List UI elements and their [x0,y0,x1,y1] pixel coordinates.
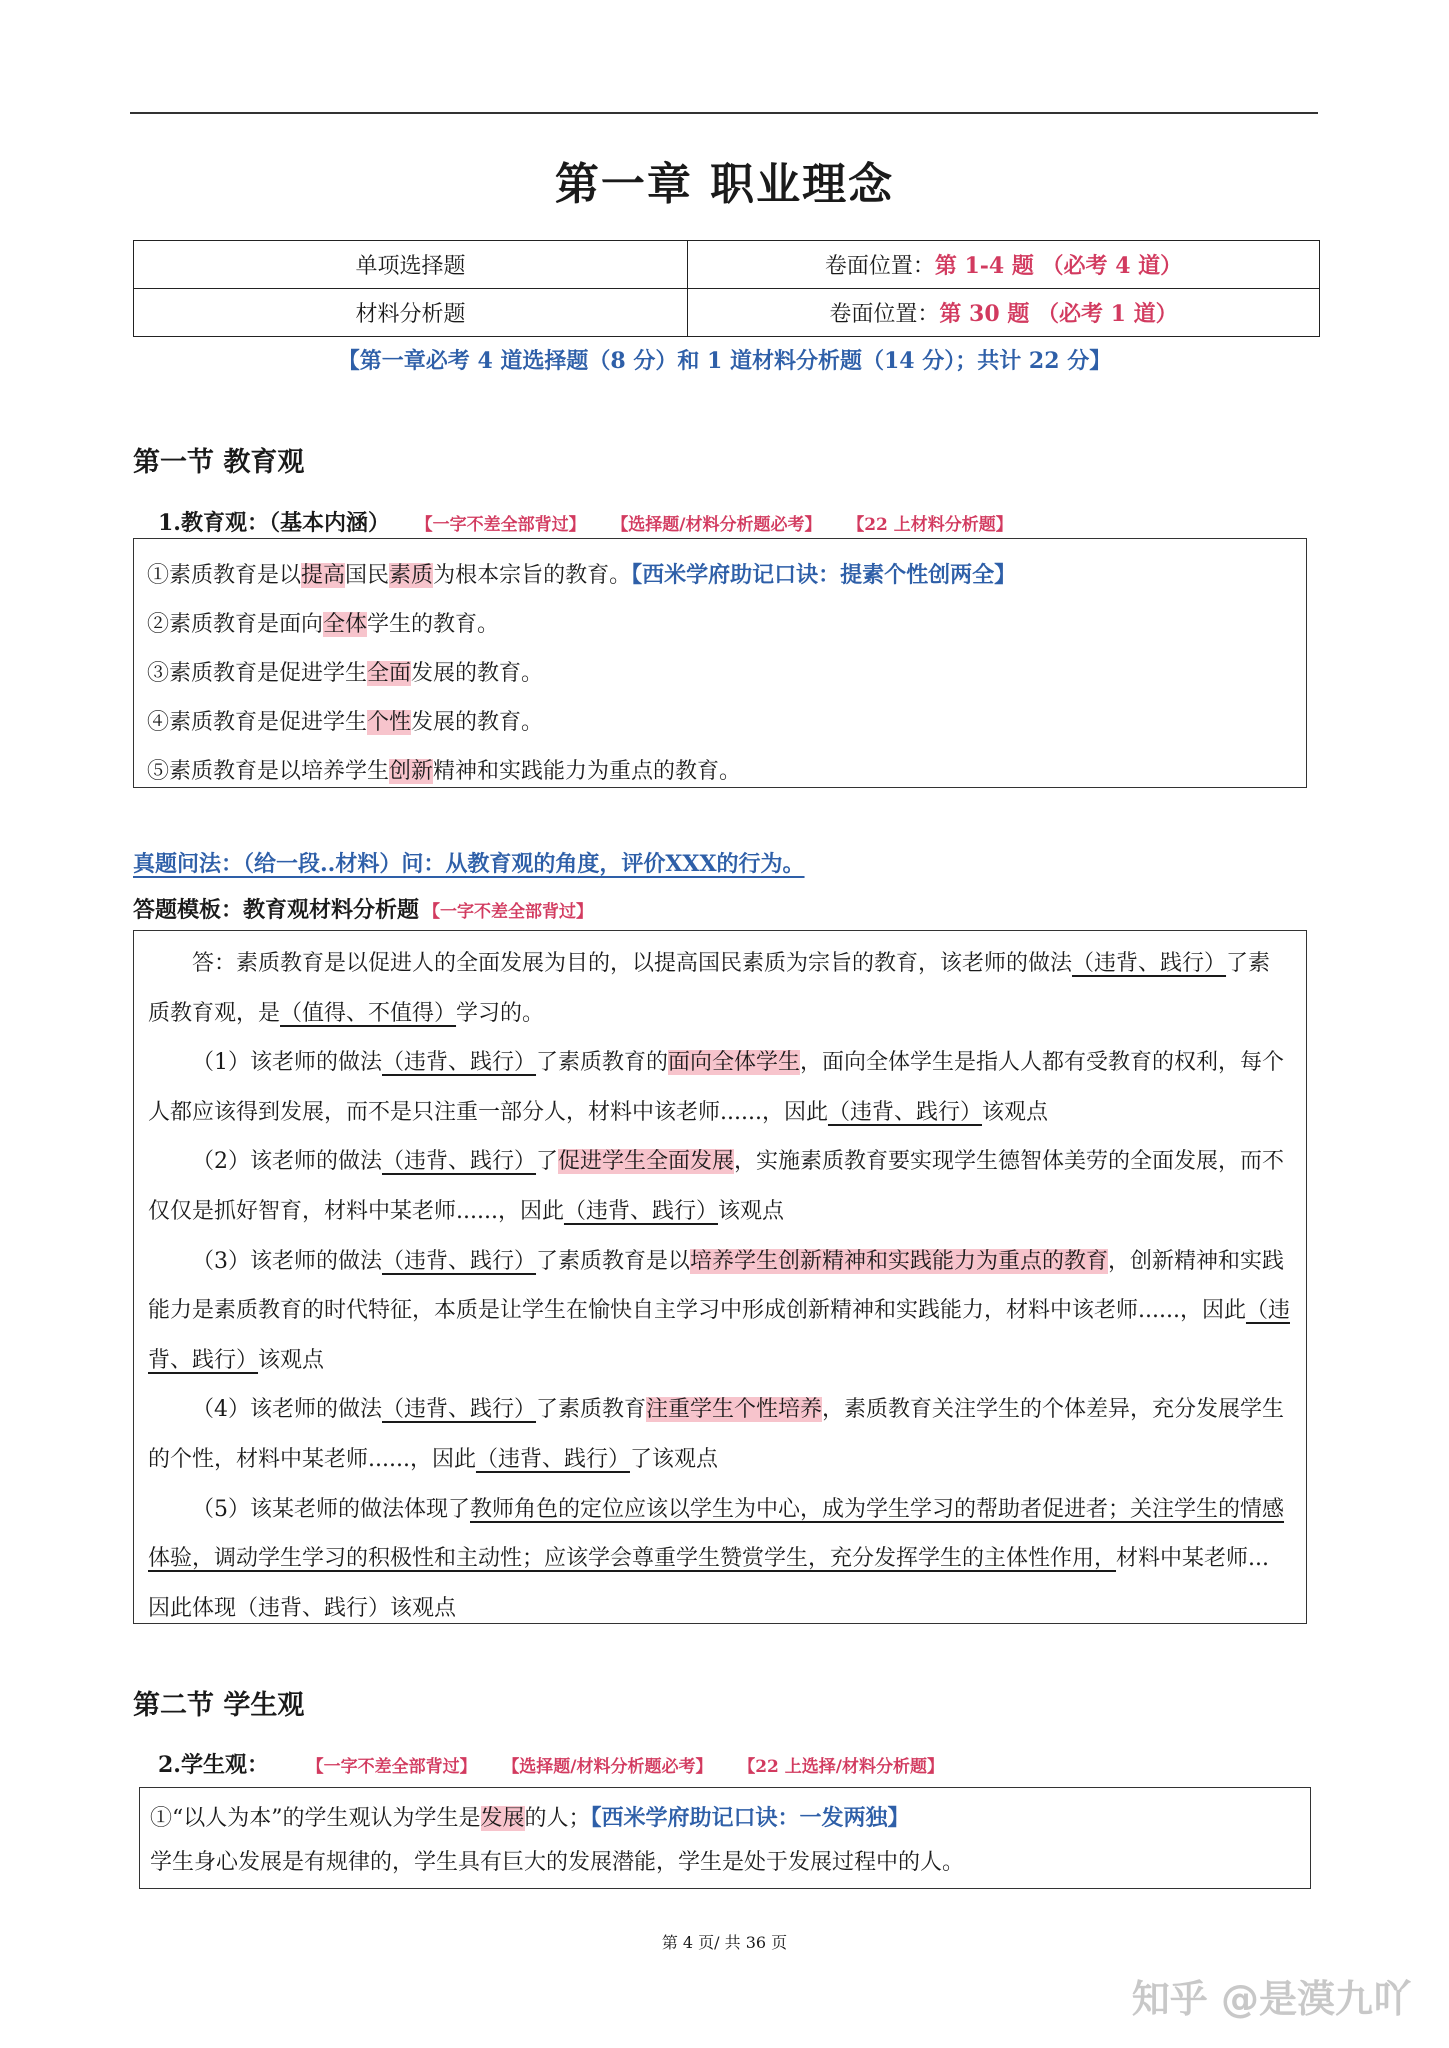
position-value: 第 1-4 题 （必考 4 道） [934,253,1183,279]
mnemonic-note: 【西米学府助记口诀：一发两独】 [590,1805,910,1831]
tag-badge: 【选择题/材料分析题必考】 [611,515,822,535]
template-heading [133,893,593,924]
page-number: 第 4 页/ 共 36 页 [661,1933,788,1952]
tag-badge: 【一字不差全部背过】 [415,515,586,535]
list-item: ②素质教育是面向全体学生的教育。 [147,612,500,637]
answer-template-box [133,930,1307,1624]
tag-badge: 【选择题/材料分析题必考】 [502,1757,713,1777]
question-prompt: 真题问法：（给一段..材料）问：从教育观的角度，评价XXX的行为。 [133,851,805,877]
answer-paragraph: （4）该老师的做法（违背、践行）了素质教育注重学生个性培养，素质教育关注学生的个体差异，充分发展学生的个性，材料中某老师......，因此（违背、践行）了该观点 [148,1397,1285,1472]
list-item: 学生身心发展是有规律的，学生具有巨大的发展潜能，学生是处于发展过程中的人。 [150,1850,965,1875]
tag-badge: 【22 上选择/材料分析题】 [738,1757,944,1777]
list-item: ③素质教育是促进学生全面发展的教育。 [147,661,544,686]
position-cell [688,289,1320,337]
question-type-cell: 材料分析题 [134,289,688,337]
template-label: 答题模板：教育观材料分析题 [133,897,420,923]
score-summary: 【第一章必考 4 道选择题（8 分）和 1 道材料分析题（14 分）；共计 22 分】 [337,348,1112,374]
watermark: 知乎 @是漠九吖 [1131,1977,1411,2021]
position-value: 第 30 题 （必考 1 道） [939,301,1178,327]
question-type-cell: 单项选择题 [134,241,688,289]
position-label: 卷面位置： [824,254,935,279]
answer-paragraph: （2）该老师的做法（违背、践行）了促进学生全面发展，实施素质教育要实现学生德智体美劳的全面发展，而不仅仅是抓好智育，材料中某老师......，因此（违背、践行）该观点 [148,1149,1285,1224]
answer-paragraph: （1）该老师的做法（违背、践行）了素质教育的面向全体学生，面向全体学生是指人人都有受教育的权利，每个人都应该得到发展，而不是只注重一部分人，材料中该老师......，因此（违背、践行）该观点 [148,1050,1285,1125]
student-view-box [139,1787,1311,1889]
subsection-heading-1 [158,506,1013,537]
table-row [134,289,1320,337]
list-item: ⑤素质教育是以培养学生创新精神和实践能力为重点的教育。 [147,759,742,784]
answer-paragraph: 答：素质教育是以促进人的全面发展为目的，以提高国民素质为宗旨的教育，该老师的做法（违背、践行）了素质教育观，是（值得、不值得）学习的。 [148,951,1271,1026]
table-row [134,241,1320,289]
list-item: ①“以人为本”的学生观认为学生是发展的人；【西米学府助记口诀：一发两独】 [150,1805,910,1831]
answer-paragraph: （5）该某老师的做法体现了教师角色的定位应该以学生为中心，成为学生学习的帮助者促进者；关注学生的情感体验，调动学生学习的积极性和主动性；应该学会尊重学生赞赏学生，充分发挥学生的主体性作用，材料中某老师...因此体现（违背、践行）该观点 [148,1496,1285,1621]
header-rule [130,112,1318,114]
subsection-heading-2 [158,1748,944,1779]
list-item: ①素质教育是以提高国民素质为根本宗旨的教育。【西米学府助记口诀：提素个性创两全】 [147,562,1017,588]
tag-badge: 【一字不差全部背过】 [423,902,594,922]
education-view-box [133,538,1307,788]
page-title: 第一章 职业理念 [554,159,895,210]
subsection-label: 1.教育观：（基本内涵） [158,510,390,536]
position-cell [688,241,1320,289]
subsection-label: 2.学生观： [158,1752,269,1778]
tag-badge: 【22 上材料分析题】 [847,515,1013,535]
list-item: ④素质教育是促进学生个性发展的教育。 [147,710,544,735]
section-heading-2: 第二节 学生观 [133,1690,305,1721]
answer-paragraph: （3）该老师的做法（违背、践行）了素质教育是以培养学生创新精神和实践能力为重点的教育，创新精神和实践能力是素质教育的时代特征，本质是让学生在愉快自主学习中形成创新精神和实践能力，材料中该老师......，因此（违背、践行）该观点 [148,1248,1290,1373]
section-heading-1: 第一节 教育观 [133,447,305,478]
mnemonic-note: 【西米学府助记口诀：提素个性创两全】 [631,562,1017,588]
exam-position-table [133,240,1320,337]
position-label: 卷面位置： [829,302,940,327]
tag-badge: 【一字不差全部背过】 [306,1757,477,1777]
